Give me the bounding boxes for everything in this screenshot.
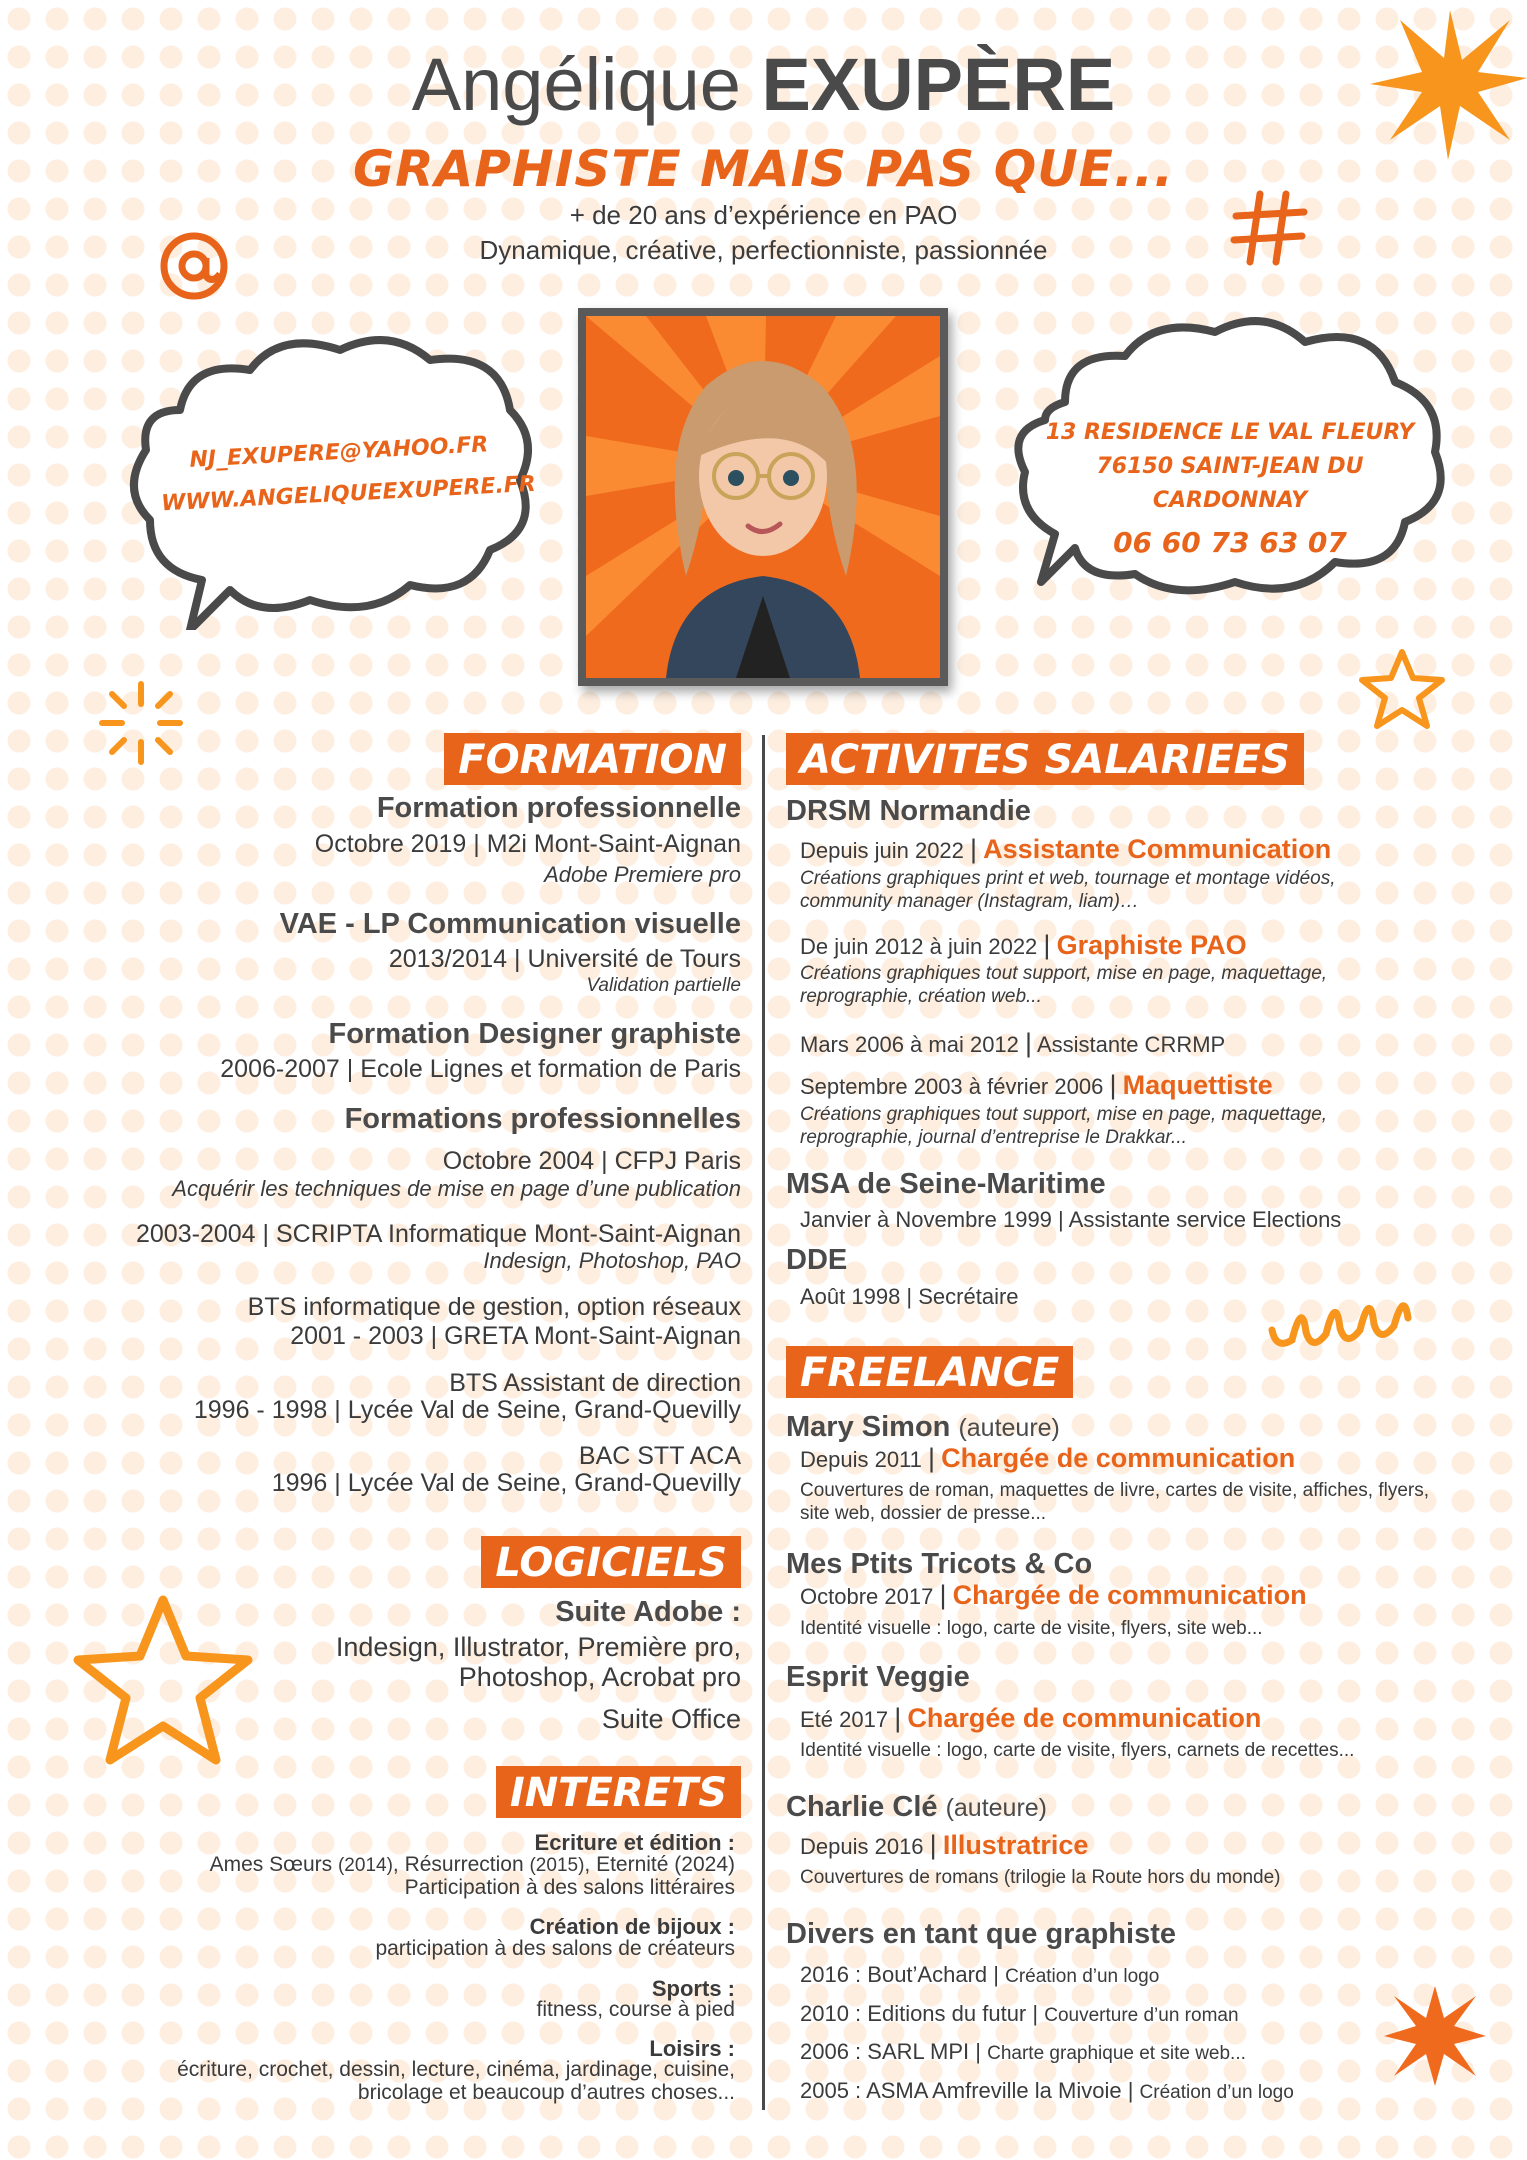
interet-3-line-1: fitness, course à pied (536, 1998, 735, 2021)
client-charlie-cle: Charlie Clé (auteure) (786, 1791, 1048, 1823)
section-freelance: FREELANCE (786, 1346, 1073, 1398)
employer-dde: DDE (786, 1244, 848, 1276)
formation-6-line: 2001 - 2003 | GRETA Mont-Saint-Aignan (290, 1322, 741, 1350)
contact-right (1030, 416, 1430, 560)
job-2-desc: Créations graphiques tout support, mise en page, maquettage, reprographie, création web... (800, 963, 1328, 1007)
formation-1-detail: Adobe Premiere pro (544, 862, 741, 887)
formation-8-title: BAC STT ACA (578, 1442, 741, 1470)
phone: 06 60 73 63 07 (1113, 526, 1347, 559)
interet-4-line-1: écriture, crochet, dessin, lecture, cinéma, jardinage, cuisine, (177, 2058, 735, 2081)
client-esprit-veggie: Esprit Veggie (786, 1661, 970, 1693)
subtitle-experience: + de 20 ans d’expérience en PAO (569, 200, 958, 230)
address-line-2: 76150 SAINT-JEAN DU CARDONNAY (1096, 454, 1364, 513)
person-name: Angélique EXUPÈRE (411, 43, 1116, 126)
suite-office: Suite Office (601, 1704, 741, 1734)
interet-4-line-2: bricolage et beaucoup d’autres choses... (357, 2081, 735, 2104)
client-2-line: Octobre 2017 | Chargée de communication (800, 1580, 1307, 1610)
section-logiciels: LOGICIELS (481, 1536, 741, 1588)
profile-photo (578, 308, 948, 686)
section-formation: FORMATION (444, 733, 741, 785)
divers-4: 2005 : ASMA Amfreville la Mivoie | Création d’un logo (800, 2078, 1294, 2103)
interet-2-line-1: participation à des salons de créateurs (375, 1937, 735, 1960)
divers-1: 2016 : Bout’Achard | Création d’un logo (800, 1962, 1160, 1987)
formation-5-line: 2003-2004 | SCRIPTA Informatique Mont-Saint-Aignan (136, 1220, 741, 1248)
suite-adobe-line-2: Photoshop, Acrobat pro (458, 1662, 741, 1692)
interet-1-line-2: Participation à des salons littéraires (404, 1876, 735, 1899)
splat-icon (1380, 1980, 1490, 2090)
job-1-line: Depuis juin 2022 | Assistante Communication (800, 834, 1332, 864)
job-4-desc: Créations graphiques tout support, mise en page, maquettage, reprographie, journal d’entreprise le Drakkar... (800, 1104, 1328, 1148)
formation-7-line: 1996 - 1998 | Lycée Val de Seine, Grand-Quevilly (193, 1396, 741, 1424)
client-mary-simon: Mary Simon (auteure) (786, 1411, 1060, 1443)
column-divider (762, 735, 765, 2110)
client-1-line: Depuis 2011 | Chargée de communication (800, 1443, 1296, 1473)
section-activites: ACTIVITES SALARIEES (786, 733, 1304, 785)
divers-2: 2010 : Editions du futur | Couverture d’un roman (800, 2001, 1239, 2026)
employer-msa: MSA de Seine-Maritime (786, 1168, 1106, 1200)
formation-4-detail: Acquérir les techniques de mise en page d’une publication (172, 1176, 741, 1201)
section-interets: INTERETS (496, 1766, 741, 1818)
formation-4-line: Octobre 2004 | CFPJ Paris (442, 1147, 741, 1175)
interet-3-title: Sports : (651, 1976, 735, 2001)
interet-1-title: Ecriture et édition : (534, 1830, 735, 1855)
interet-2-title: Création de bijoux : (529, 1914, 735, 1939)
formation-3-title: Formation Designer graphiste (328, 1018, 741, 1050)
formation-3-line: 2006-2007 | Ecole Lignes et formation de Paris (220, 1055, 741, 1083)
formation-1-title: Formation professionnelle (376, 792, 741, 824)
star-icon (1356, 646, 1448, 732)
client-4-line: Depuis 2016 | Illustratrice (800, 1830, 1089, 1860)
formation-4-title: Formations professionnelles (344, 1103, 741, 1135)
divers-3: 2006 : SARL MPI | Charte graphique et site web... (800, 2039, 1246, 2064)
client-1-desc: Couvertures de roman, maquettes de livre, cartes de visite, affiches, flyers, site web, dossier de presse... (800, 1480, 1430, 1524)
job-1-desc: Créations graphiques print et web, tournage et montage vidéos, community manager (Instagram, liam)… (800, 868, 1336, 912)
formation-2-detail: Validation partielle (586, 975, 741, 996)
address-line-1: 13 RESIDENCE LE VAL FLEURY (1045, 420, 1415, 445)
email[interactable]: NJ_EXUPERE@YAHOO.FR (188, 432, 489, 473)
employer-drsm: DRSM Normandie (786, 795, 1031, 827)
interet-1-line-1: Ames Sœurs (2014), Résurrection (2015), Eternité (2024) (209, 1853, 735, 1876)
squiggle-icon (1266, 1280, 1416, 1360)
formation-6-title: BTS informatique de gestion, option réseaux (247, 1293, 741, 1321)
client-4-desc: Couvertures de romans (trilogie la Route hors du monde) (800, 1867, 1281, 1888)
client-3-desc: Identité visuelle : logo, carte de visite, flyers, carnets de recettes... (800, 1740, 1355, 1761)
divers-title: Divers en tant que graphiste (786, 1918, 1176, 1950)
website[interactable]: WWW.ANGELIQUEEXUPERE.FR (160, 471, 537, 517)
msa-line: Janvier à Novembre 1999 | Assistante service Elections (800, 1207, 1342, 1232)
formation-5-detail: Indesign, Photoshop, PAO (483, 1248, 741, 1273)
client-2-desc: Identité visuelle : logo, carte de visite, flyers, site web... (800, 1618, 1263, 1639)
job-3-line: Mars 2006 à mai 2012 | Assistante CRRMP (800, 1028, 1226, 1058)
formation-2-title: VAE - LP Communication visuelle (279, 908, 741, 940)
interet-4-title: Loisirs : (649, 2036, 735, 2061)
suite-adobe-title: Suite Adobe : (555, 1596, 741, 1628)
tagline: GRAPHISTE MAIS PAS QUE... (353, 140, 1174, 198)
star-icon (68, 1590, 258, 1770)
job-4-line: Septembre 2003 à février 2006 | Maquettiste (800, 1070, 1273, 1100)
dde-line: Août 1998 | Secrétaire (800, 1284, 1019, 1309)
formation-2-line: 2013/2014 | Université de Tours (388, 945, 741, 973)
client-mes-ptits-tricots: Mes Ptits Tricots & Co (786, 1548, 1093, 1580)
suite-adobe-line-1: Indesign, Illustrator, Première pro, (335, 1632, 741, 1662)
formation-7-title: BTS Assistant de direction (449, 1369, 741, 1397)
sparkle-icon (98, 680, 184, 766)
job-2-line: De juin 2012 à juin 2022 | Graphiste PAO (800, 930, 1247, 960)
formation-1-line: Octobre 2019 | M2i Mont-Saint-Aignan (314, 830, 741, 858)
avatar-illustration (586, 316, 940, 678)
client-3-line: Eté 2017 | Chargée de communication (800, 1703, 1262, 1733)
formation-8-line: 1996 | Lycée Val de Seine, Grand-Quevilly (271, 1469, 741, 1497)
subtitle-qualities: Dynamique, créative, perfectionniste, passionnée (479, 235, 1048, 265)
